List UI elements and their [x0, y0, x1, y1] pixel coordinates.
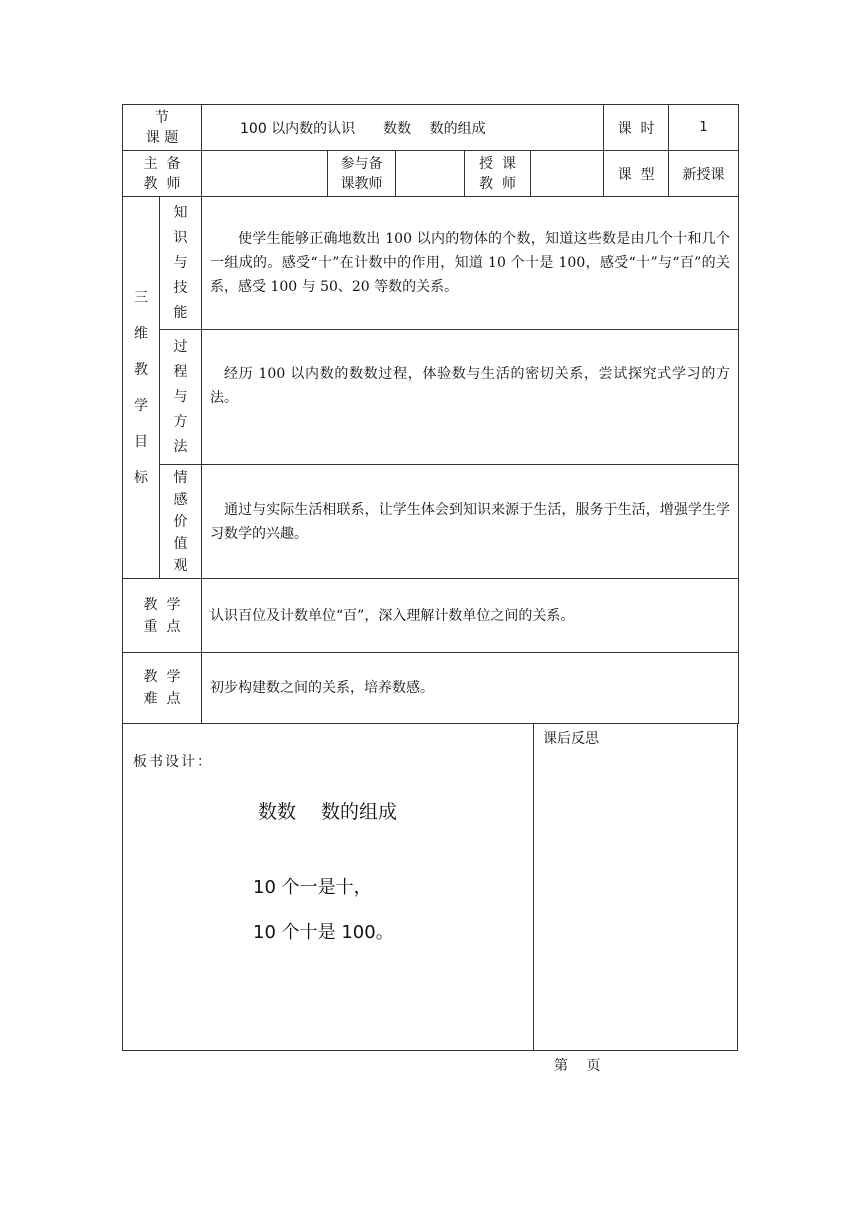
knowledge-label: 知 识 与 技 能 — [160, 197, 202, 330]
lesson-plan-table — [122, 104, 739, 724]
teaching-teacher-value — [531, 151, 604, 197]
difficulties-text: 初步构建数之间的关系，培养数感。 — [202, 653, 739, 724]
emotion-label: 情 感 价 值 观 — [160, 465, 202, 579]
board-and-reflection-box — [122, 723, 738, 1051]
emotion-text: 通过与实际生活相联系，让学生体会到知识来源于生活，服务于生活，增强学生学习数学的兴趣。 — [202, 465, 739, 579]
teaching-teacher-label: 授 课 教 师 — [465, 151, 531, 197]
knowledge-text: 使学生能够正确地数出 100 以内的物体的个数，知道这些数是由几个十和几个一组成的。感受“十”在计数中的作用，知道 10 个十是 100，感受“十”与“百”的关系，感受 100 与 50、20 等数的关系。 — [202, 197, 739, 330]
lesson-type-label: 课 型 — [604, 151, 669, 197]
page-number: 第 页 — [554, 1058, 601, 1074]
process-label: 过 程 与 方 法 — [160, 330, 202, 465]
topic-value: 100 以内数的认识 数数 数的组成 — [202, 105, 604, 151]
difficulties-label: 教 学 难 点 — [123, 653, 202, 724]
reflection-label: 课后反思 — [543, 731, 599, 747]
board-line-1: 10 个一是十， — [253, 877, 372, 898]
key-points-text: 认识百位及计数单位“百”，深入理解计数单位之间的关系。 — [202, 579, 739, 653]
lesson-type-value: 新授课 — [669, 151, 739, 197]
lead-teacher-value — [202, 151, 328, 197]
process-text: 经历 100 以内数的数数过程，体验数与生活的密切关系，尝试探究式学习的方法。 — [202, 330, 739, 465]
hours-value: 1 — [669, 105, 739, 151]
lead-teacher-label: 主 备 教 师 — [123, 151, 202, 197]
assist-teacher-value — [396, 151, 465, 197]
assist-teacher-label: 参与备 课教师 — [328, 151, 396, 197]
column-divider — [533, 723, 534, 1050]
objectives-label: 三 维 教 学 目 标 — [123, 197, 160, 579]
hours-label: 课 时 — [604, 105, 669, 151]
board-design-label: 板书设计： — [133, 754, 213, 770]
key-points-label: 教 学 重 点 — [123, 579, 202, 653]
board-line-2: 10 个十是 100。 — [253, 922, 394, 943]
topic-label: 节 课 题 — [123, 105, 202, 151]
board-title: 数数 数的组成 — [258, 801, 398, 823]
